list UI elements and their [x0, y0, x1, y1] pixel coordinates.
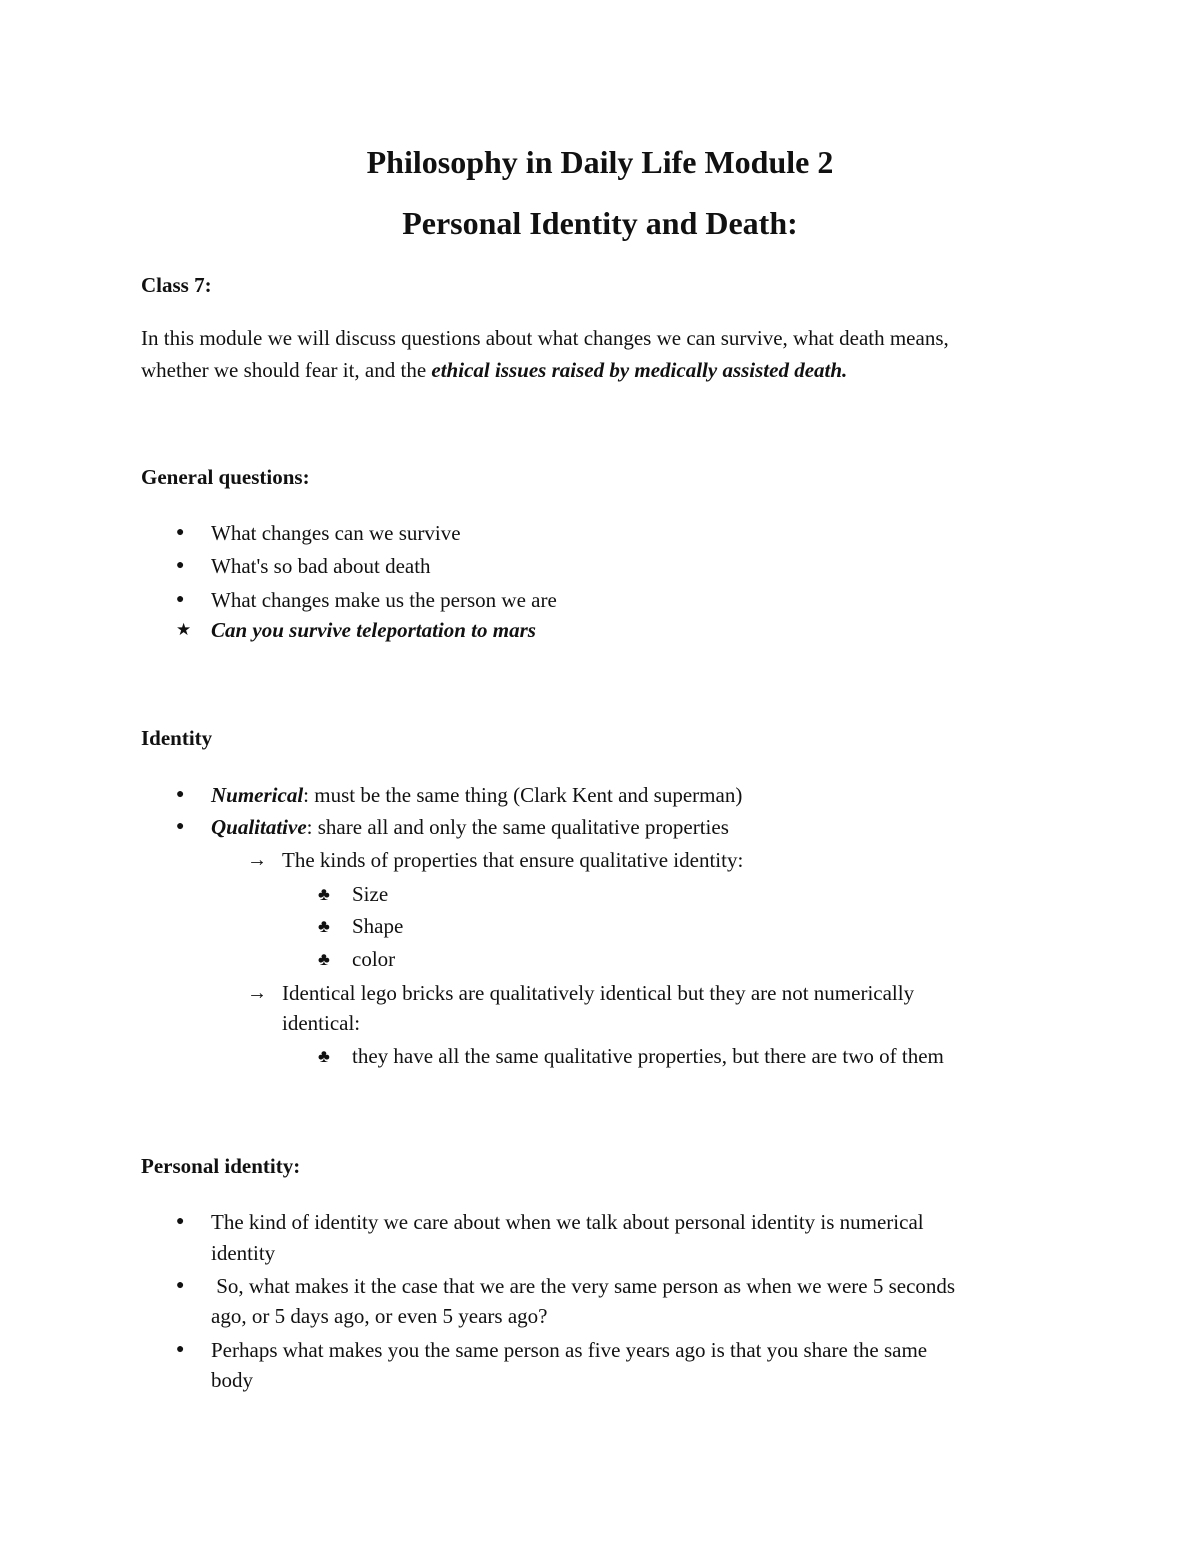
list-item-qualitative: [211, 812, 729, 842]
intro-line-1: In this module we will discuss questions about what changes we can survive, what death means,: [141, 326, 949, 350]
arrow-right-icon: →: [247, 849, 267, 871]
property-item: Shape: [352, 914, 404, 938]
list-item-line-1: So, what makes it the case that we are the very same person as when we were 5 seconds: [211, 1274, 956, 1298]
club-icon: ♣: [318, 916, 330, 936]
arrow-right-icon: →: [247, 982, 267, 1004]
list-item-line-2: body: [211, 1368, 253, 1392]
club-icon: ♣: [318, 1046, 330, 1066]
intro-text: whether we should fear it, and the: [141, 358, 432, 382]
bullet-icon: ●: [176, 819, 185, 834]
class-label: Class 7:: [141, 273, 212, 297]
term-numerical: Numerical: [211, 783, 304, 807]
intro-emphasis: ethical issues raised by medically assisted death.: [431, 358, 848, 382]
list-item-line-1: The kind of identity we care about when we talk about personal identity is numerical: [211, 1210, 924, 1234]
arrow-item: The kinds of properties that ensure qualitative identity:: [282, 848, 744, 872]
starred-list-item: Can you survive teleportation to mars: [211, 618, 536, 642]
arrow-item-line-1: Identical lego bricks are qualitatively identical but they are not numerically: [282, 981, 915, 1005]
personal-identity-heading: Personal identity:: [141, 1154, 301, 1178]
property-item: Size: [352, 882, 389, 906]
bullet-icon: ●: [176, 558, 185, 573]
property-item: color: [352, 947, 396, 971]
list-item: What changes can we survive: [211, 521, 461, 545]
sub-point: they have all the same qualitative properties, but there are two of them: [352, 1044, 944, 1068]
bullet-icon: ●: [176, 1214, 185, 1229]
page-subtitle: Personal Identity and Death:: [402, 205, 798, 241]
club-icon: ♣: [318, 949, 330, 969]
arrow-item-line-2: identical:: [282, 1011, 361, 1035]
list-item: What's so bad about death: [211, 554, 431, 578]
bullet-icon: ●: [176, 525, 185, 540]
qualitative-definition: : share all and only the same qualitative properties: [306, 815, 729, 839]
bullet-icon: ●: [176, 787, 185, 802]
bullet-icon: ●: [176, 1342, 185, 1357]
list-item-numerical: [211, 780, 742, 810]
list-item-line-1: Perhaps what makes you the same person as five years ago is that you share the same: [211, 1338, 928, 1362]
list-item-line-2: ago, or 5 days ago, or even 5 years ago?: [211, 1304, 548, 1328]
bullet-icon: ●: [176, 1278, 185, 1293]
numerical-definition: : must be the same thing (Clark Kent and superman): [303, 783, 743, 807]
intro-line-2: [141, 355, 847, 385]
list-item: What changes make us the person we are: [211, 588, 557, 612]
club-icon: ♣: [318, 884, 330, 904]
bullet-icon: ●: [176, 592, 185, 607]
identity-heading: Identity: [141, 726, 213, 750]
star-icon: ★: [176, 620, 192, 639]
page-title: Philosophy in Daily Life Module 2: [366, 144, 834, 180]
list-item-line-2: identity: [211, 1241, 276, 1265]
term-qualitative: Qualitative: [211, 815, 307, 839]
general-questions-heading: General questions:: [141, 465, 310, 489]
